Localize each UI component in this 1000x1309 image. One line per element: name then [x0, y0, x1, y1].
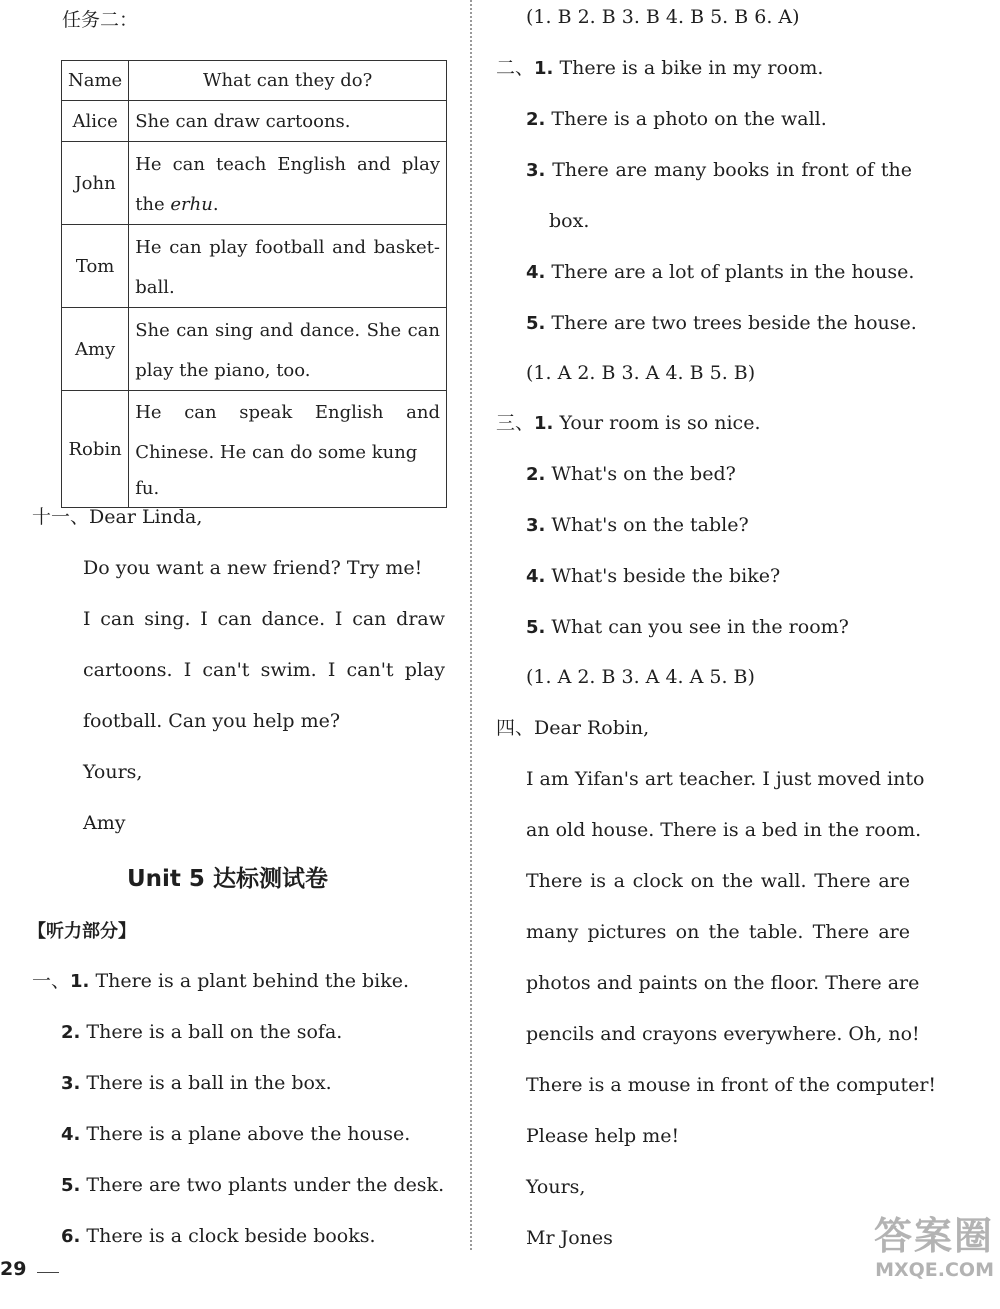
ability-line: play the piano, too.	[135, 360, 311, 381]
letter-line: football. Can you help me?	[83, 710, 341, 732]
list-item	[526, 311, 917, 336]
salutation-text: Dear Linda,	[89, 506, 203, 528]
section-marker: 十一、	[32, 506, 90, 528]
letter-line: There is a clock on the wall. There are	[526, 870, 910, 892]
letter-line: Yours,	[526, 1176, 586, 1198]
ability-line: She can sing and dance. She can	[135, 320, 440, 341]
list-item	[526, 513, 749, 538]
ability-line: He can speak English and	[135, 402, 440, 423]
item-text: There are a lot of plants in the house.	[551, 261, 915, 283]
list-item	[526, 615, 849, 640]
italic-term: erhu	[170, 194, 213, 215]
item-text: What's on the bed?	[551, 463, 736, 485]
item-number: 6.	[61, 1226, 81, 1247]
item-number: 4.	[526, 262, 546, 283]
item-number: 1.	[534, 413, 554, 434]
list-item	[526, 462, 736, 487]
item-number: 4.	[61, 1124, 81, 1145]
unit-title: Unit 5 达标测试卷	[127, 866, 328, 892]
table-cell-name: Tom	[62, 225, 129, 308]
item-text: There is a clock beside books.	[86, 1225, 376, 1247]
watermark-logo	[834, 1213, 994, 1303]
item-text: There is a ball in the box.	[86, 1072, 332, 1094]
item-text: There is a ball on the sofa.	[86, 1021, 343, 1043]
item-text: There is a plane above the house.	[86, 1123, 411, 1145]
item-text: What can you see in the room?	[551, 616, 849, 638]
ability-line: She can draw cartoons.	[135, 110, 351, 132]
list-item	[61, 1173, 444, 1198]
answer-key: (1. A 2. B 3. A 4. B 5. B)	[526, 362, 756, 384]
left-column	[0, 0, 470, 1309]
letter-line: Mr Jones	[526, 1227, 613, 1249]
item-text: There is a plant behind the bike.	[95, 970, 410, 992]
item-text: Your room is so nice.	[559, 412, 761, 434]
table-cell-name: Robin	[62, 391, 129, 508]
list-item	[61, 1071, 332, 1096]
item-number: 5.	[526, 313, 546, 334]
letter-line: pencils and crayons everywhere. Oh, no!	[526, 1023, 920, 1045]
section-marker: 三、	[496, 412, 535, 434]
item-text: There are two trees beside the house.	[551, 312, 917, 334]
table-header-ability: What can they do?	[129, 61, 447, 101]
table-row	[62, 391, 447, 508]
watermark-glyphs: 答案圈	[873, 1214, 994, 1258]
item-number: 1.	[534, 58, 554, 79]
table-header-name: Name	[62, 61, 129, 101]
table-cell-ability	[129, 308, 447, 391]
table-cell-name: Amy	[62, 308, 129, 391]
list-item	[496, 56, 823, 81]
salutation-text: Dear Robin,	[534, 717, 650, 739]
item-text: There are two plants under the desk.	[86, 1174, 445, 1196]
item-number: 2.	[61, 1022, 81, 1043]
item-number: 3.	[526, 515, 546, 536]
item-number: 3.	[61, 1073, 81, 1094]
ability-line: He can teach English and play	[135, 154, 440, 175]
item-text: There are many books in front of the	[552, 159, 913, 181]
list-item	[496, 411, 760, 436]
answer-key: (1. B 2. B 3. B 4. B 5. B 6. A)	[526, 6, 800, 28]
listening-label: 【听力部分】	[28, 921, 136, 942]
item-number: 2.	[526, 109, 546, 130]
item-number: 2.	[526, 464, 546, 485]
letter-line: Do you want a new friend? Try me!	[83, 557, 423, 579]
list-item	[526, 564, 780, 589]
letter-line: Yours,	[83, 761, 143, 783]
list-item	[526, 260, 914, 285]
letter-line: I am Yifan's art teacher. I just moved into	[526, 768, 925, 790]
table-row	[62, 101, 447, 142]
task-title: 任务二：	[62, 9, 139, 31]
letter-line: many pictures on the table. There are	[526, 921, 910, 943]
ability-line: Chinese. He can do some kung fu.	[135, 442, 418, 499]
section-marker: 二、	[496, 57, 535, 79]
ability-line: the erhu.	[135, 194, 219, 215]
list-item	[61, 1122, 410, 1147]
item-number: 5.	[61, 1175, 81, 1196]
watermark-url: MXQE.COM	[875, 1259, 994, 1281]
letter-salutation	[496, 716, 649, 740]
letter-salutation	[32, 505, 202, 529]
list-item	[526, 158, 912, 183]
list-item-continuation: box.	[549, 210, 590, 232]
page-number: 29	[0, 1258, 27, 1280]
letter-line: Please help me!	[526, 1125, 680, 1147]
item-text: What's on the table?	[551, 514, 749, 536]
table-cell-ability	[129, 391, 447, 508]
letter-line: I can sing. I can dance. I can draw	[83, 608, 445, 630]
letter-line: cartoons. I can't swim. I can't play	[83, 659, 445, 681]
letter-line: photos and paints on the floor. There are	[526, 972, 920, 994]
section-marker: 四、	[496, 717, 535, 739]
table-row	[62, 142, 447, 225]
table-cell-name: Alice	[62, 101, 129, 142]
table-cell-ability	[129, 101, 447, 142]
list-item	[61, 1020, 342, 1045]
column-divider	[470, 0, 472, 1250]
letter-line: There is a mouse in front of the computer!	[526, 1074, 937, 1096]
list-item	[526, 107, 827, 132]
item-number: 3.	[526, 160, 546, 181]
table-row	[62, 225, 447, 308]
answer-key: (1. A 2. B 3. A 4. A 5. B)	[526, 666, 755, 688]
item-text: There is a bike in my room.	[559, 57, 824, 79]
table-header-row	[62, 61, 447, 101]
letter-line: Amy	[83, 812, 126, 834]
table-cell-ability	[129, 142, 447, 225]
table-cell-name: John	[62, 142, 129, 225]
table-cell-ability	[129, 225, 447, 308]
section-marker: 一、	[32, 970, 71, 992]
item-number: 5.	[526, 617, 546, 638]
item-number: 1.	[70, 971, 90, 992]
right-column	[490, 0, 1000, 1309]
list-item	[32, 969, 409, 994]
item-text: What's beside the bike?	[551, 565, 781, 587]
page-number-dash	[37, 1272, 59, 1273]
table-row	[62, 308, 447, 391]
ability-line: He can play football and basket-	[135, 237, 440, 258]
letter-line: an old house. There is a bed in the room.	[526, 819, 922, 841]
item-number: 4.	[526, 566, 546, 587]
ability-line: ball.	[135, 277, 175, 298]
item-text: There is a photo on the wall.	[551, 108, 827, 130]
task-table	[61, 60, 447, 508]
list-item	[61, 1224, 376, 1249]
